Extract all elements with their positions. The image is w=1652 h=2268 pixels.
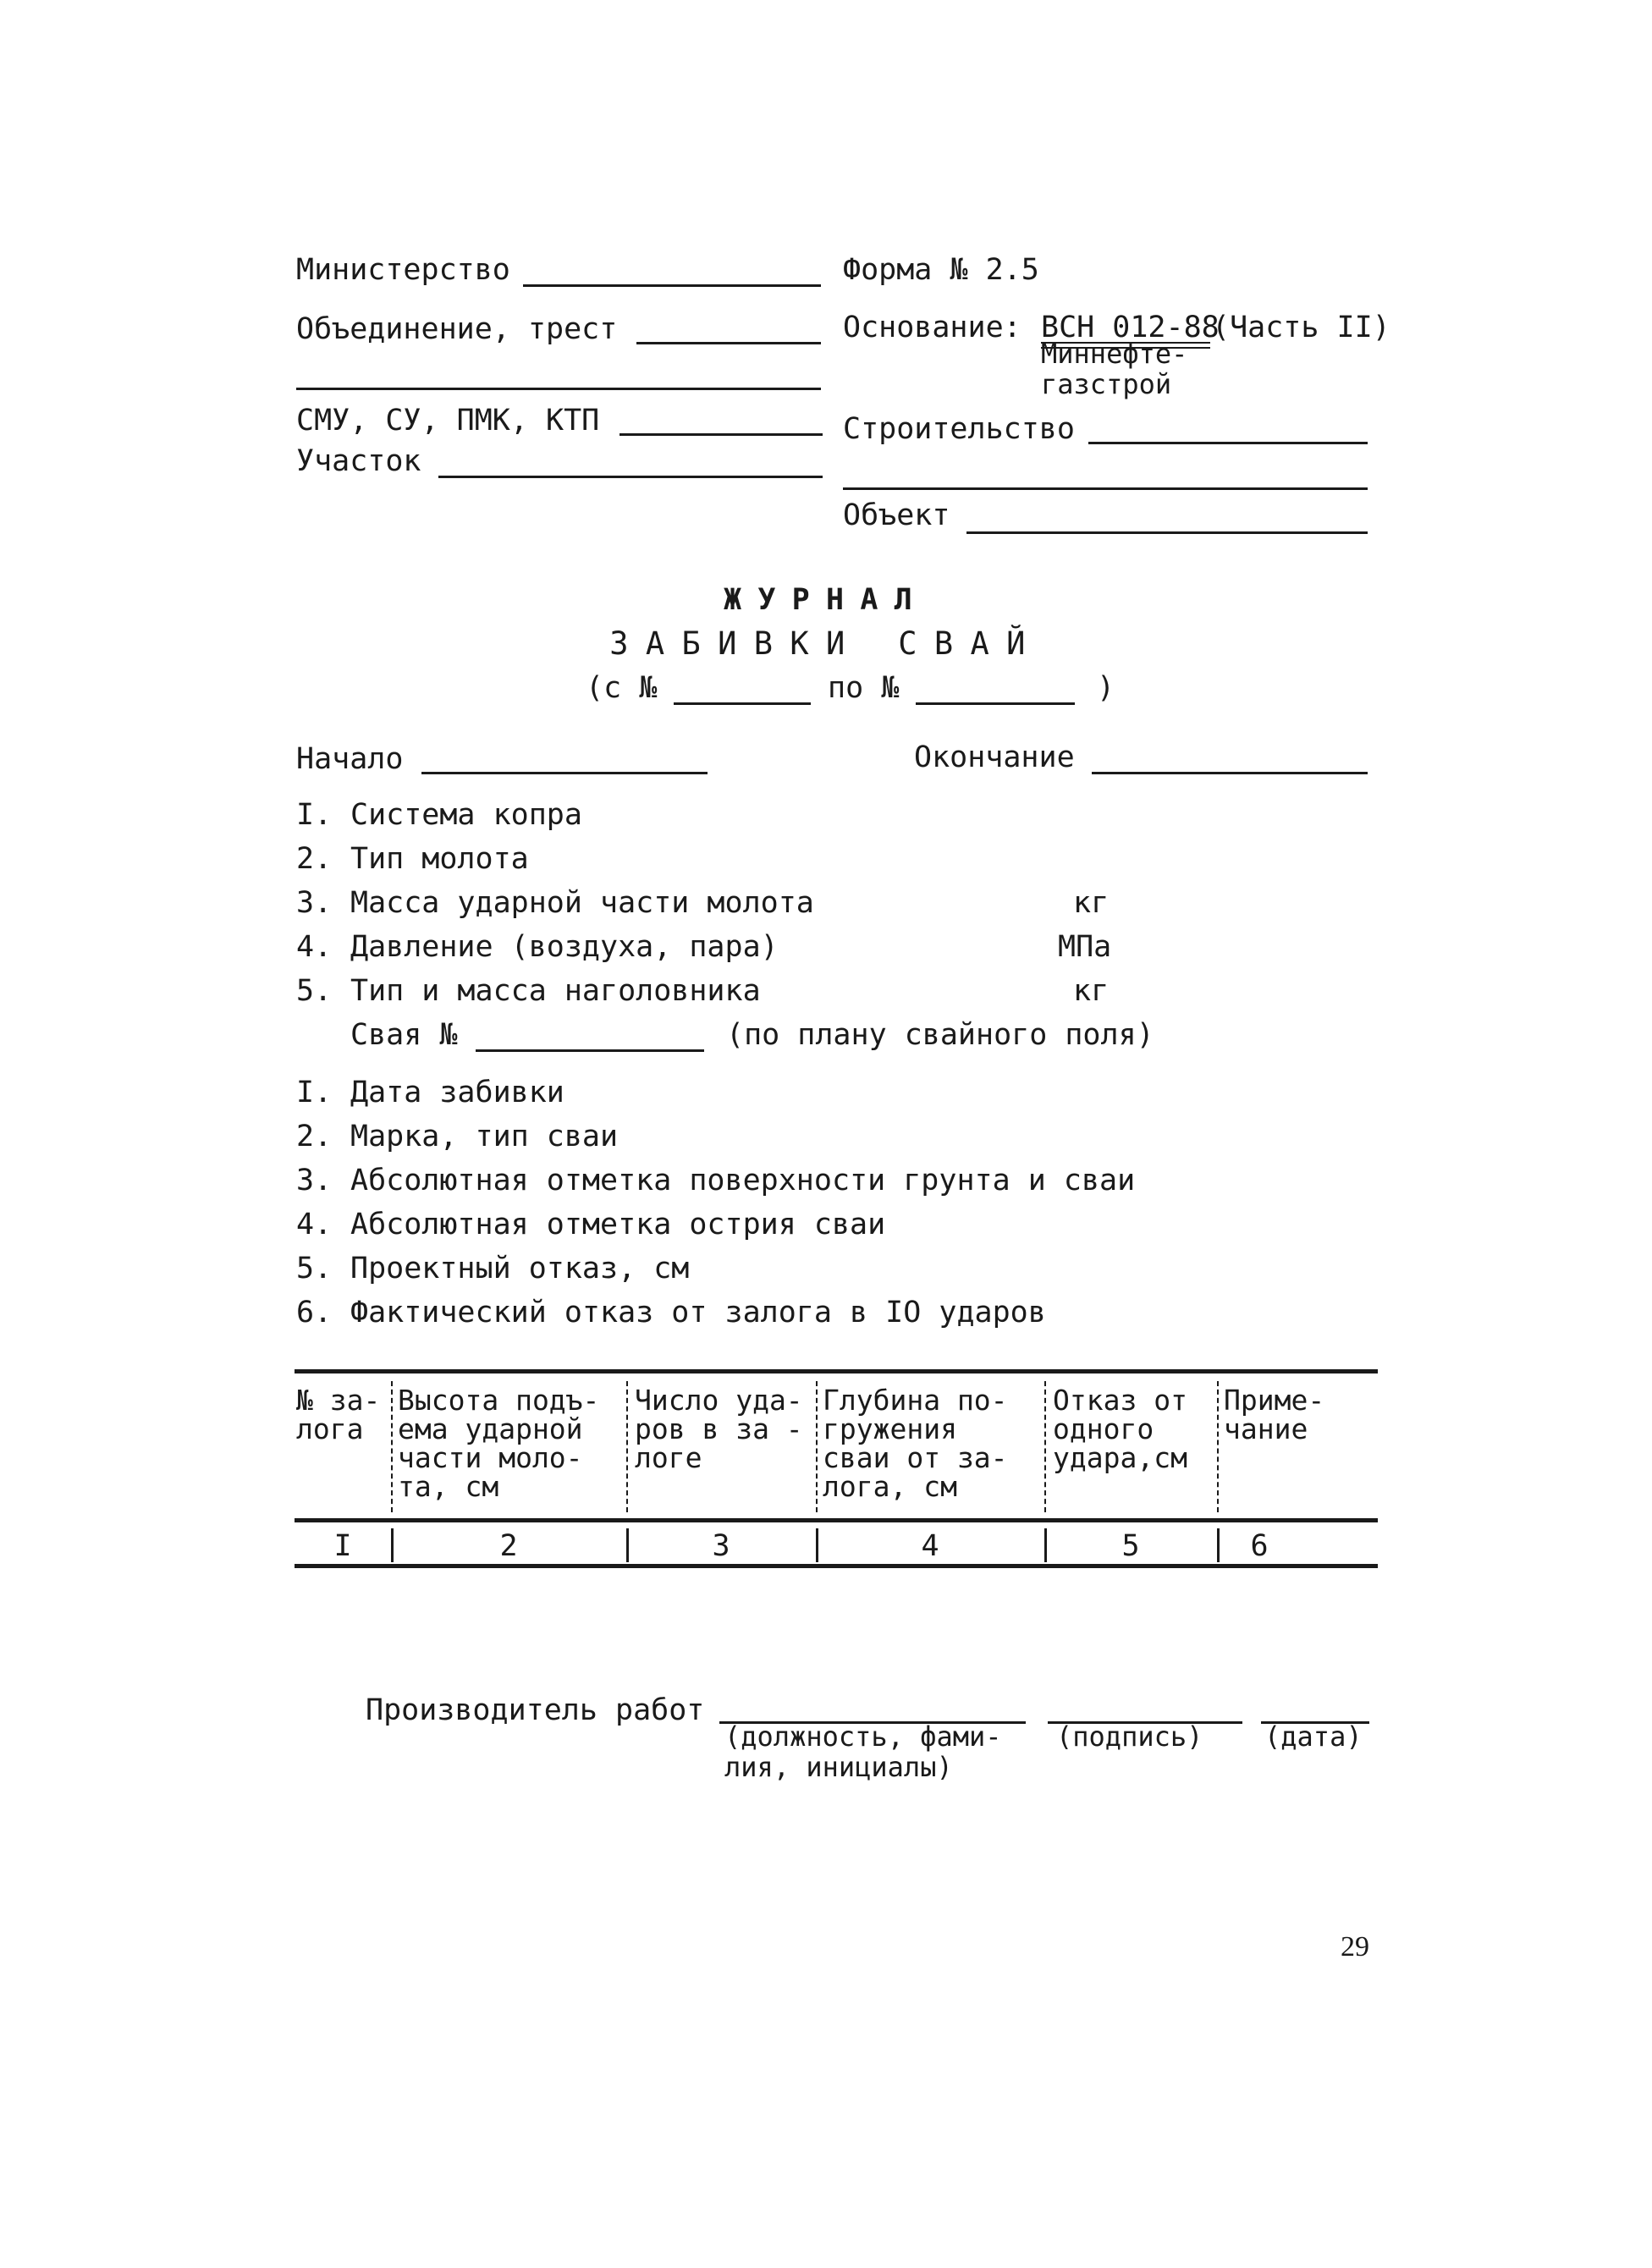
journal-subtitle: ЗАБИВКИ СВАЙ bbox=[609, 625, 1043, 662]
pile-item-num: 4. bbox=[296, 1208, 333, 1241]
basis-part: (Часть II) bbox=[1212, 311, 1390, 344]
signature-caption: (подпись) bbox=[1056, 1720, 1203, 1753]
journal-title: ЖУРНАЛ bbox=[724, 583, 928, 617]
end-label: Окончание bbox=[914, 740, 1075, 774]
ministry-label: Министерство bbox=[296, 253, 510, 287]
column-number: 2 bbox=[499, 1529, 518, 1563]
equip-unit: кг bbox=[1073, 886, 1110, 920]
pile-item-text: Дата забивки bbox=[350, 1076, 564, 1109]
column-number: 5 bbox=[1121, 1529, 1140, 1563]
units-field-line bbox=[620, 433, 823, 436]
association-label: Объединение, трест bbox=[296, 312, 618, 346]
object-label: Объект bbox=[843, 498, 950, 532]
column-number: 6 bbox=[1250, 1529, 1269, 1563]
equip-text: Тип и масса наголовника bbox=[350, 974, 761, 1008]
column-divider bbox=[816, 1381, 818, 1512]
column-number: 3 bbox=[712, 1529, 730, 1563]
equip-num: I. bbox=[296, 798, 333, 832]
pile-label: Свая № bbox=[350, 1018, 458, 1052]
pile-item-text: Абсолютная отметка поверхности грунта и сваи bbox=[350, 1164, 1136, 1197]
section-field-line bbox=[438, 476, 823, 478]
equip-num: 3. bbox=[296, 886, 333, 920]
equip-text: Система копра bbox=[350, 798, 582, 832]
equip-text: Давление (воздуха, пара) bbox=[350, 930, 779, 964]
pile-item-num: 5. bbox=[296, 1252, 333, 1285]
section-label: Участок bbox=[296, 444, 421, 478]
basis-org-line1: Миннефте- bbox=[1041, 338, 1188, 370]
column-divider bbox=[391, 1381, 393, 1512]
page-number: 29 bbox=[1341, 1931, 1369, 1962]
start-label: Начало bbox=[296, 742, 404, 776]
association-field-line-2 bbox=[296, 388, 821, 390]
equip-unit: кг bbox=[1073, 974, 1110, 1008]
date-caption: (дата) bbox=[1264, 1720, 1363, 1753]
equip-unit: МПа bbox=[1058, 930, 1112, 964]
form-number: Форма № 2.5 bbox=[843, 253, 1039, 287]
pile-item-num: 2. bbox=[296, 1120, 333, 1153]
basis-org-line2: газстрой bbox=[1041, 368, 1172, 400]
column-divider bbox=[626, 1381, 628, 1512]
range-mid: по № bbox=[828, 671, 900, 705]
table-header-cell: Высота подъ- ема ударной части моло- та, см bbox=[398, 1384, 600, 1503]
basis-org-overline bbox=[1041, 347, 1210, 349]
column-number: 4 bbox=[921, 1529, 939, 1563]
pile-note: (по плану свайного поля) bbox=[726, 1018, 1154, 1052]
pile-item-text: Проектный отказ, см bbox=[350, 1252, 690, 1285]
object-field-line bbox=[966, 531, 1368, 534]
pile-item-text: Марка, тип сваи bbox=[350, 1120, 619, 1153]
range-open: (с № bbox=[586, 671, 658, 705]
basis-label: Основание: bbox=[843, 311, 1021, 344]
construction-label: Строительство bbox=[843, 412, 1075, 446]
units-label: СМУ, СУ, ПМК, КТП bbox=[296, 404, 600, 438]
end-field-line bbox=[1092, 772, 1368, 774]
column-divider bbox=[1217, 1381, 1219, 1512]
table-top-rule bbox=[295, 1369, 1378, 1373]
table-bottom-rule bbox=[295, 1564, 1378, 1568]
table-header-cell: Число уда- ров в за - логе bbox=[635, 1384, 803, 1474]
association-field-line bbox=[636, 342, 821, 344]
column-number: I bbox=[333, 1529, 352, 1563]
pile-number-line bbox=[476, 1049, 704, 1052]
ministry-field-line bbox=[523, 284, 821, 287]
position-caption-line1: (должность, фами- bbox=[724, 1720, 1002, 1753]
construction-field-line bbox=[1088, 442, 1368, 444]
table-header-cell: № за- лога bbox=[296, 1384, 381, 1445]
table-header-cell: Отказ от одного удара,см bbox=[1053, 1384, 1187, 1474]
construction-field-line-2 bbox=[843, 487, 1368, 490]
range-close: ) bbox=[1097, 671, 1115, 705]
basis-doc: ВСН 012-88 bbox=[1041, 311, 1220, 344]
pile-item-num: 6. bbox=[296, 1296, 333, 1329]
range-to-line bbox=[916, 702, 1075, 705]
equip-text: Масса ударной части молота bbox=[350, 886, 814, 920]
signature-label: Производитель работ bbox=[366, 1693, 705, 1727]
pile-item-text: Фактический отказ от залога в IO ударов bbox=[350, 1296, 1046, 1329]
table-header-cell: Глубина по- гружения сваи от за- лога, см bbox=[823, 1384, 1008, 1503]
column-divider bbox=[1044, 1381, 1046, 1512]
equip-num: 2. bbox=[296, 842, 333, 876]
equip-num: 5. bbox=[296, 974, 333, 1008]
table-header-cell: Приме- чание bbox=[1224, 1384, 1325, 1445]
position-caption-line2: лия, инициалы) bbox=[724, 1751, 953, 1783]
equip-num: 4. bbox=[296, 930, 333, 964]
pile-item-num: I. bbox=[296, 1076, 333, 1109]
table-mid-rule bbox=[295, 1518, 1378, 1522]
pile-item-text: Абсолютная отметка острия сваи bbox=[350, 1208, 886, 1241]
pile-item-num: 3. bbox=[296, 1164, 333, 1197]
range-from-line bbox=[674, 702, 811, 705]
equip-text: Тип молота bbox=[350, 842, 529, 876]
start-field-line bbox=[421, 772, 708, 774]
